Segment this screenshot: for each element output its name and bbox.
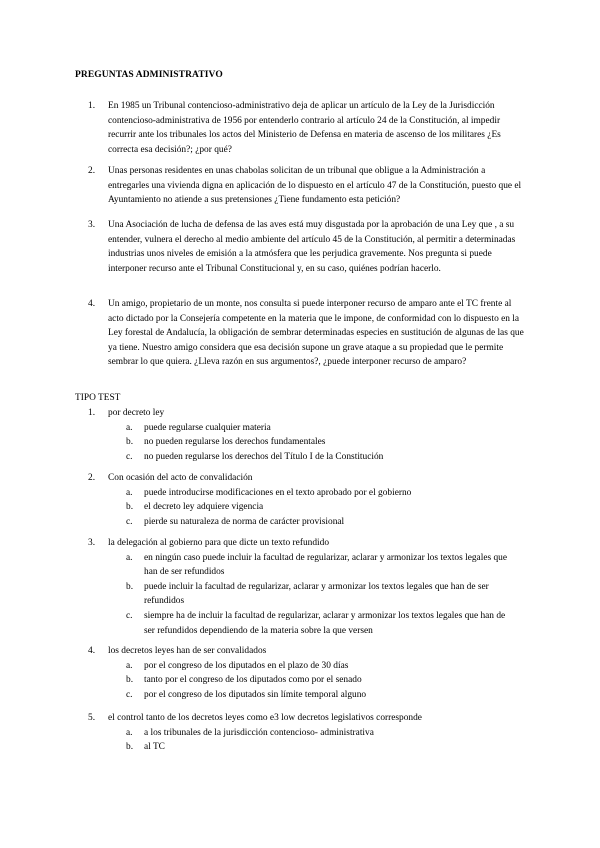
question-text: En 1985 un Tribunal contencioso-administrativo deja de aplicar un artículo de la Ley de la Jurisdicción contencioso-administrativa de 1956 por entenderlo contrario al artículo 24 de la Constitución, al impedir recurrir ante los tribunales los actos del Ministerio de Defensa en materia de ascenso de los militares ¿Es correcta esa decisión?; ¿por qué?	[108, 101, 501, 155]
test-option	[88, 450, 528, 465]
test-question-number: 4.	[88, 646, 96, 656]
option-letter: c.	[126, 689, 133, 700]
test-question-text: el control tanto de los decretos leyes como e3 low decretos legislativos corresponde	[108, 713, 422, 723]
question-1	[88, 99, 528, 157]
option-letter: a.	[126, 422, 133, 433]
test-question-number: 2.	[88, 473, 96, 483]
test-option	[88, 486, 528, 501]
option-letter: a.	[126, 660, 133, 671]
option-text: no pueden regularse los derechos fundamentales	[144, 437, 326, 448]
option-letter: c.	[126, 610, 133, 621]
test-section-heading: TIPO TEST	[75, 393, 121, 403]
test-option	[88, 726, 528, 741]
question-4	[88, 297, 528, 370]
test-question-5	[88, 711, 528, 755]
option-text: a los tribunales de la jurisdicción contencioso- administrativa	[144, 727, 374, 738]
question-text: Unas personas residentes en unas chabolas solicitan de un tribunal que obligue a la Administración a entregarles una vivienda digna en aplicación de lo dispuesto en el artículo 47 de la Constitución, puesto que el Ayuntamiento no atiende a sus pretensiones ¿Tiene fundamento esta petición?	[108, 166, 522, 206]
page-title: PREGUNTAS ADMINISTRATIVO	[75, 70, 223, 80]
test-question-text: Con ocasión del acto de convalidación	[108, 473, 253, 483]
option-letter: b.	[126, 675, 134, 686]
test-option	[88, 740, 528, 755]
test-question-number: 1.	[88, 408, 96, 418]
option-letter: b.	[126, 502, 134, 513]
test-question-4	[88, 644, 528, 702]
option-text: pierde su naturaleza de norma de carácter provisional	[144, 516, 345, 527]
test-option	[88, 435, 528, 450]
test-question-text: la delegación al gobierno para que dicte un texto refundido	[108, 538, 330, 548]
test-option	[88, 580, 528, 609]
question-3	[88, 218, 528, 276]
test-option	[88, 688, 528, 703]
option-letter: a.	[126, 552, 133, 563]
question-2	[88, 164, 528, 208]
option-letter: b.	[126, 581, 134, 592]
option-text: por el congreso de los diputados sin límite temporal alguno	[144, 689, 367, 700]
option-letter: a.	[126, 487, 133, 498]
option-text: tanto por el congreso de los diputados como por el senado	[144, 675, 362, 686]
question-number: 2.	[88, 166, 96, 176]
option-text: el decreto ley adquiere vigencia	[144, 502, 264, 513]
test-option	[88, 609, 528, 638]
option-text: puede introducirse modificaciones en el texto aprobado por el gobierno	[144, 487, 412, 498]
test-option	[88, 551, 528, 580]
test-question-1	[88, 406, 528, 464]
test-option	[88, 421, 528, 436]
test-option	[88, 659, 528, 674]
question-number: 3.	[88, 220, 96, 230]
question-text: Una Asociación de lucha de defensa de las aves está muy disgustada por la aprobación de una Ley que , a su entender, vulnera el derecho al medio ambiente del artículo 45 de la Constitución, al permitir a determinadas industrias unos niveles de emisión a la atmósfera que les perjudica gravemente. Nos pregunta si puede interponer recurso ante el Tribunal Constitucional y, en su caso, quiénes podrían hacerlo.	[108, 220, 516, 274]
option-text: puede incluir la facultad de regularizar, aclarar y armonizar los textos legales que han de ser refundidos	[144, 581, 489, 607]
test-option	[88, 515, 528, 530]
test-option	[88, 673, 528, 688]
option-letter: b.	[126, 742, 134, 753]
test-question-number: 3.	[88, 538, 96, 548]
question-text: Un amigo, propietario de un monte, nos consulta si puede interponer recurso de amparo ante el TC frente al acto dictado por la Consejería competente en la materia que le impone, de conformidad con lo dispuesto en la Ley forestal de Andalucía, la obligación de sembrar determinadas especies en sustitución de algunas de las que ya tiene. Nuestro amigo considera que esa decisión supone un grave ataque a su propiedad que le permite sembrar lo que quiera. ¿Lleva razón en sus argumentos?, ¿puede interponer recurso de amparo?	[108, 299, 524, 368]
option-text: no pueden regularse los derechos del Título I de la Constitución	[144, 451, 384, 462]
option-text: en ningún caso puede incluir la facultad de regularizar, aclarar y armonizar los textos legales que han de ser refundidos	[144, 552, 508, 578]
test-question-text: los decretos leyes han de ser convalidados	[108, 646, 267, 656]
test-question-number: 5.	[88, 713, 96, 723]
option-text: puede regularse cualquier materia	[144, 422, 271, 433]
question-number: 4.	[88, 299, 96, 309]
option-text: siempre ha de incluir la facultad de regularizar, aclarar y armonizar los textos legales que han de ser refundidos dependiendo de la materia sobre la que versen	[144, 610, 506, 636]
option-letter: a.	[126, 727, 133, 738]
test-question-3	[88, 536, 528, 638]
option-text: al TC	[144, 742, 165, 753]
option-letter: b.	[126, 437, 134, 448]
test-question-2	[88, 471, 528, 529]
option-letter: c.	[126, 451, 133, 462]
option-text: por el congreso de los diputados en el plazo de 30 días	[144, 660, 349, 671]
test-question-text: por decreto ley	[108, 408, 165, 418]
test-option	[88, 500, 528, 515]
question-number: 1.	[88, 101, 96, 111]
option-letter: c.	[126, 516, 133, 527]
